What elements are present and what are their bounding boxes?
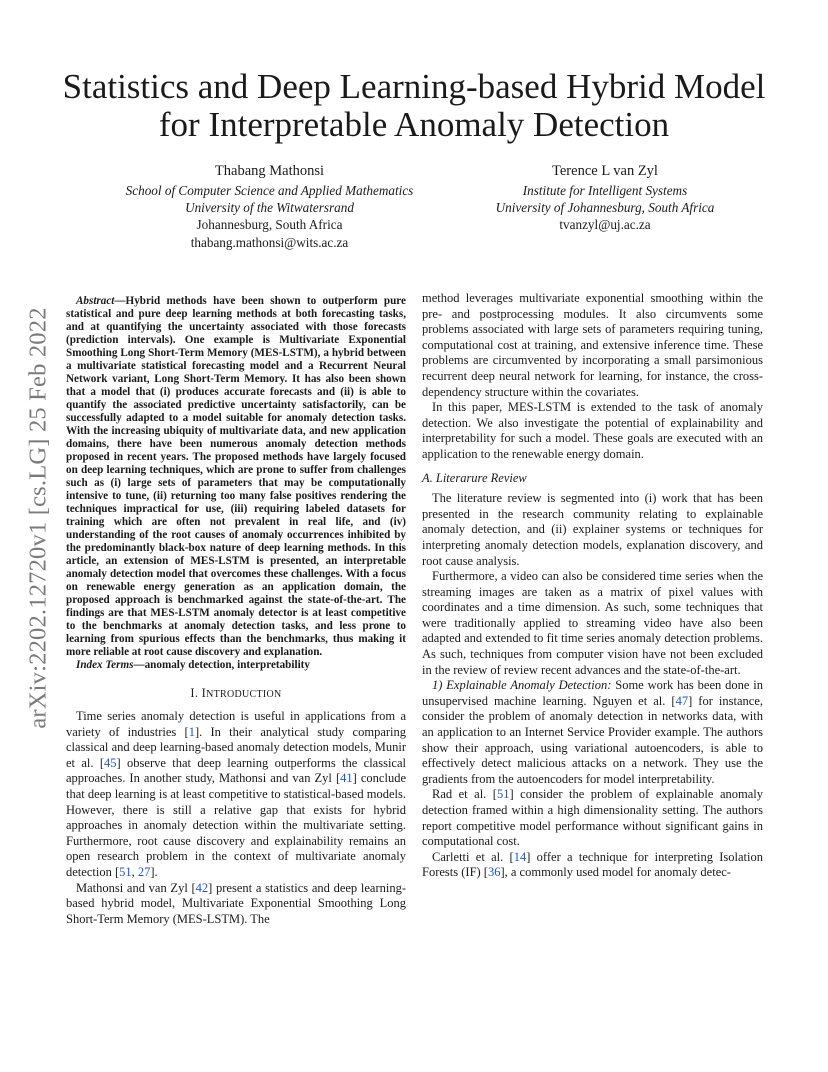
citation-link[interactable]: 45	[104, 755, 117, 770]
right-column	[422, 291, 763, 881]
index-terms: Index Terms—anomaly detection, interpretability	[76, 659, 310, 672]
section-heading-introduction: I. INTRODUCTION	[190, 686, 282, 701]
paper-title-line-1: Statistics and Deep Learning-based Hybrid Model	[62, 67, 766, 106]
citation-link[interactable]: 41	[340, 771, 353, 786]
intro-paragraph-1: Time series anomaly detection is useful in applications from a variety of industries [1]. In their analytical study comparing classical and deep learning-based anomaly detection models, Munir et al. [45] observe that deep learning outperforms the classical approaches. In another study, Mathonsi and van Zyl [41] conclude that deep learning is at least competitive to statistical-based models. However, there is still a relative gap that exists for hybrid approaches in anomaly detection within the multivariate setting. Furthermore, root cause discovery and explainability remains an open research problem in the context of multivariate anomaly detection [51, 27].	[66, 709, 407, 879]
body-paragraph: In this paper, MES-LSTM is extended to the task of anomaly detection. We also investigate the potential of explainability and interpretability for such a model. These goals are executed with an application to the renewable energy domain.	[422, 400, 763, 461]
paper-title-line-2: for Interpretable Anomaly Detection	[158, 105, 670, 144]
body-paragraph: Rad et al. [51] consider the problem of explainable anomaly detection framed within a high dimensionality setting. The authors report competitive model performance without significant gains in computational cost.	[422, 787, 763, 849]
citation-link[interactable]: 47	[675, 693, 689, 708]
author-affiliation: University of Johannesburg, South Africa	[495, 200, 715, 216]
author-email: thabang.mathonsi@wits.ac.za	[190, 234, 349, 250]
citation-link[interactable]: 1	[188, 724, 195, 739]
body-paragraph: 1) Explainable Anomaly Detection: Some work has been done in unsupervised machine learning. Nguyen et al. [47] for instance, consider the problem of anomaly detection in networks data, with an application to an Internet Service Provider example. The authors show their approach, using variational autoencoders, is able to effectively detect malicious attacks on a network. They use the gradients from the autoencoders for model interpretability.	[422, 678, 763, 786]
author-block-1	[112, 160, 427, 251]
abstract-label: Abstract	[76, 295, 115, 307]
author-location: Johannesburg, South Africa	[196, 217, 343, 233]
citation-link[interactable]: 51	[119, 864, 132, 879]
citation-link[interactable]: 36	[487, 865, 501, 880]
arxiv-identifier-text: arXiv:2202.12720v1 [cs.LG] 25 Feb 2022	[25, 307, 53, 729]
author-affiliation: Institute for Intelligent Systems	[522, 183, 688, 198]
citation-link[interactable]: 42	[195, 880, 209, 895]
citation-link[interactable]: 14	[513, 849, 527, 864]
citation-link[interactable]: 27	[137, 864, 151, 879]
author-block-2	[460, 160, 750, 234]
body-paragraph: The literature review is segmented into (i) work that has been presented in the research community relating to explainable anomaly detection, and (ii) explainer systems or techniques for interpreting anomaly detection models, explanation discovery, and root cause analysis.	[422, 491, 763, 568]
paragraph-heading: 1) Explainable Anomaly Detection:	[432, 678, 612, 693]
paper-title	[0, 68, 828, 144]
intro-paragraph-2: Mathonsi and van Zyl [42] present a statistics and deep learning-based hybrid model, Multivariate Exponential Smoothing Long Short-Term Memory (MES-LSTM). The	[66, 880, 406, 926]
author-name: Thabang Mathonsi	[214, 163, 325, 179]
citation-link[interactable]: 51	[496, 787, 510, 802]
body-paragraph: Furthermore, a video can also be considered time series when the streaming images are taken as a matrix of pixel values with coordinates and a time dimension. As such, some techniques that were traditionally applied to streaming video have also been adapted and extended to fit time series anomaly detection problems. As such, techniques from computer vision have not been excluded in the review of review recent advances and the state-of-the-art.	[422, 569, 763, 677]
author-affiliation: University of the Witwatersrand	[185, 200, 354, 216]
abstract: Abstract—Hybrid methods have been shown to outperform pure statistical and pure deep learning methods at both forecasting tasks, and at quantifying the uncertainty associated with those forecasts (prediction intervals). One example is Multivariate Exponential Smoothing Long Short-Term Memory (MES-LSTM), a hybrid between a multivariate statistical forecasting model and a Recurrent Neural Network variant, Long Short-Term Memory. It has also been shown that a model that (i) produces accurate forecasts and (ii) is able to quantify the associated predictive uncertainty satisfactorily, can be successfully adapted to a model suitable for anomaly detection tasks. With the increasing ubiquity of multivariate data, and new application domains, there have been numerous anomaly detection methods proposed in recent years. The proposed methods have largely focused on deep learning techniques, which are prone to suffer from challenges such as (i) large sets of parameters that may be computationally intensive to tune, (ii) returning too many false positives rendering the techniques impractical for use, (iii) requiring labeled datasets for training which are often not prevalent in real life, and (iv) understanding of the root causes of anomaly occurrences inhibited by the predominantly black-box nature of deep learning methods. In this article, an extension of MES-LSTM is presented, an interpretable anomaly detection model that overcomes these challenges. With a focus on renewable energy generation as an application domain, the proposed approach is benchmarked against the state-of-the-art. The findings are that MES-LSTM anomaly detector is at least competitive to the benchmarks at anomaly detection tasks, and less prone to learning from spurious effects than the benchmarks, thus making it more reliable at root cause discovery and explanation.	[66, 295, 406, 659]
arxiv-identifier	[19, 278, 59, 758]
abstract-text: Hybrid methods have been shown to outperform pure statistical and pure deep learning methods at both forecasting tasks, and at quantifying the uncertainty associated with those forecasts (prediction intervals). One example is Multivariate Exponential Smoothing Long Short-Term Memory (MES-LSTM), a hybrid between a multivariate statistical forecasting model and a Recurrent Neural Network variant, Long Short-Term Memory. It has also been shown that a model that (i) produces accurate forecasts and (ii) is able to quantify the associated predictive uncertainty satisfactorily, can be successfully adapted to a model suitable for anomaly detection tasks. With the increasing ubiquity of multivariate data, and new application domains, there have been numerous anomaly detection methods proposed in recent years. The proposed methods have largely focused on deep learning techniques, which are prone to suffer from challenges such as (i) large sets of parameters that may be computationally intensive to tune, (ii) returning too many false positives rendering the techniques impractical for use, (iii) requiring labeled datasets for training which are often not prevalent in real life, and (iv) understanding of the root causes of anomaly occurrences inhibited by the predominantly black-box nature of deep learning methods. In this article, an extension of MES-LSTM is presented, an interpretable anomaly detection model that overcomes these challenges. With a focus on renewable energy generation as an application domain, the proposed approach is benchmarked against the state-of-the-art. The findings are that MES-LSTM anomaly detector is at least competitive to the benchmarks at anomaly detection tasks, and less prone to learning from spurious effects than the benchmarks, thus making it more reliable at root cause discovery and explanation.	[66, 295, 406, 659]
left-column	[66, 295, 406, 927]
index-terms-text: anomaly detection, interpretability	[144, 659, 310, 672]
author-email: tvanzyl@uj.ac.za	[559, 217, 651, 233]
body-paragraph: Carletti et al. [14] offer a technique for interpreting Isolation Forests (IF) [36], a commonly used model for anomaly detec-	[422, 849, 763, 880]
author-affiliation: School of Computer Science and Applied Mathematics	[125, 183, 414, 198]
body-paragraph: method leverages multivariate exponential smoothing within the pre- and postprocessing modules. It also circumvents some problems associated with large sets of parameters requiring tuning, computational cost at training, and extensive inference time. These problems are circumvented by incorporating a small parsimonious recurrent deep neural network for learning, for instance, the cross-dependency structure within the covariates.	[422, 291, 763, 399]
subsection-heading-literature-review: A. Literarure Review	[422, 470, 527, 485]
index-terms-label: Index Terms	[76, 659, 134, 672]
author-name: Terence L van Zyl	[552, 163, 658, 179]
